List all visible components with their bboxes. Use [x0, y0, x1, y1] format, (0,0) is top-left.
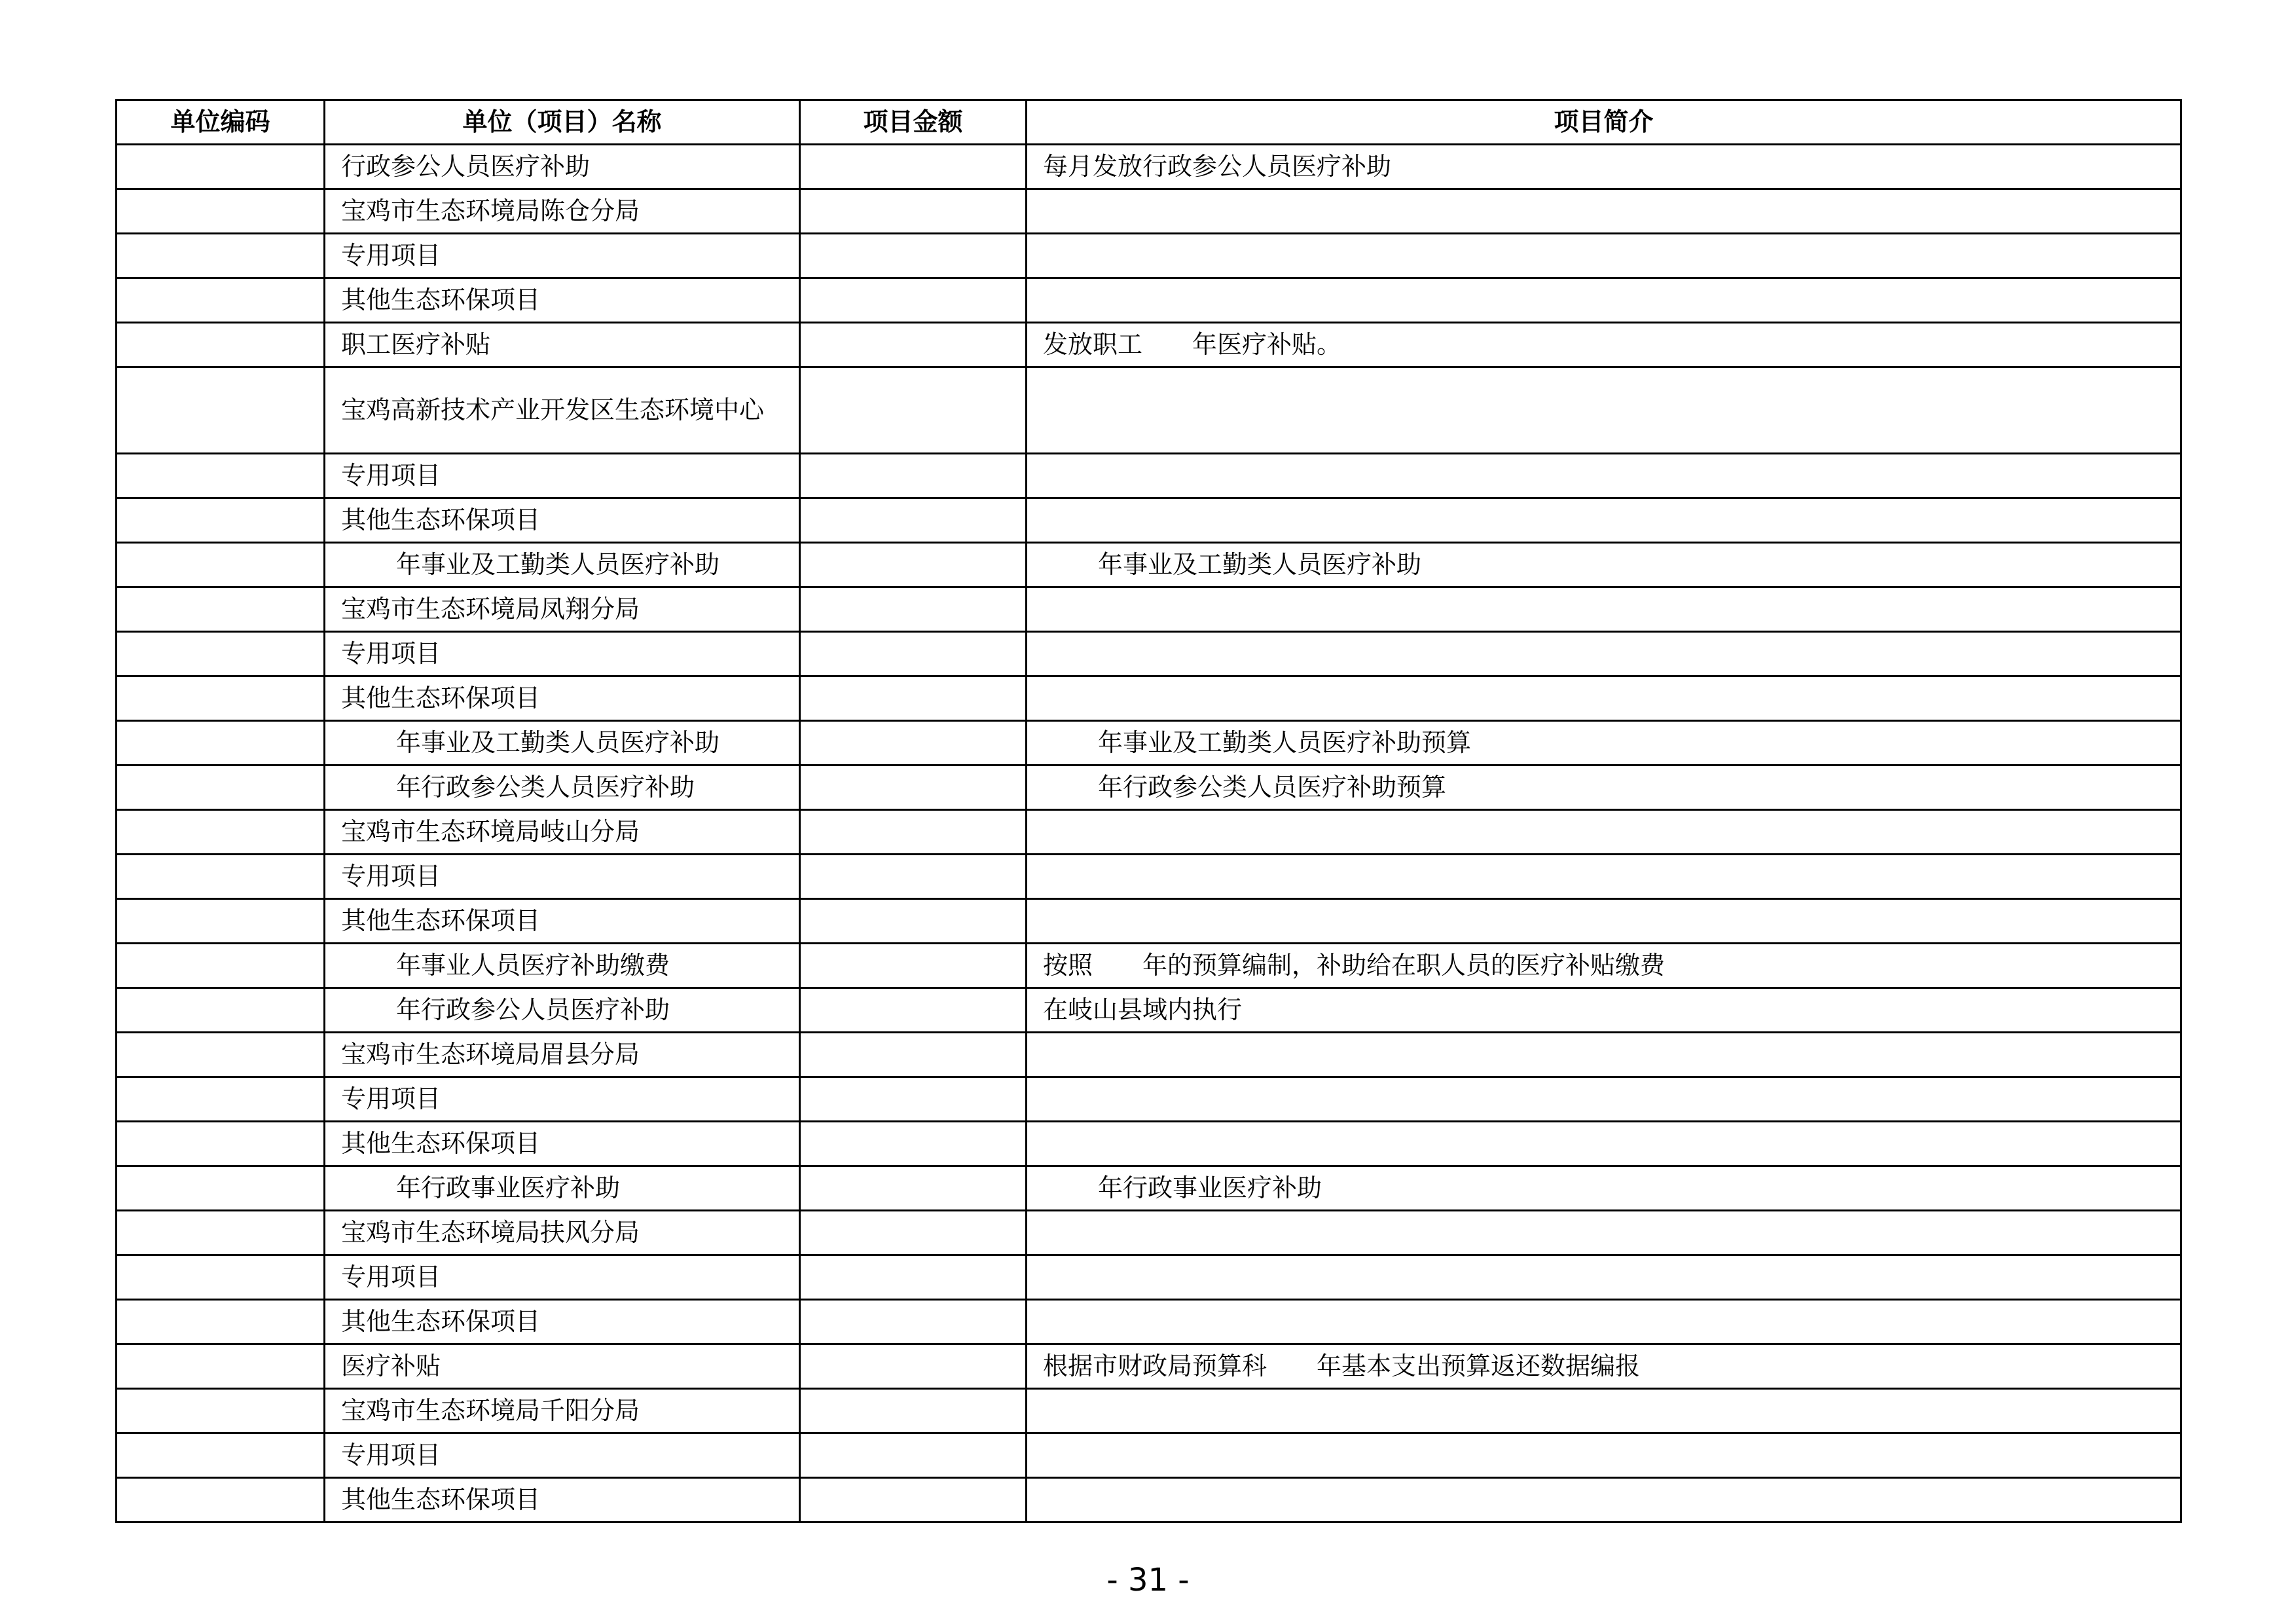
table-row — [117, 587, 2181, 632]
cell-description — [1027, 1478, 2181, 1522]
cell-unit-name: 宝鸡市生态环境局岐山分局 — [325, 810, 800, 855]
table-body — [117, 145, 2181, 1522]
header-unit-code: 单位编码 — [117, 100, 325, 145]
cell-amount — [800, 367, 1027, 454]
cell-unit-code — [117, 189, 325, 234]
table-row — [117, 944, 2181, 988]
table-row — [117, 145, 2181, 189]
cell-amount — [800, 234, 1027, 278]
cell-unit-code — [117, 367, 325, 454]
cell-unit-code — [117, 1077, 325, 1122]
cell-unit-name: 行政参公人员医疗补助 — [325, 145, 800, 189]
cell-unit-name: 其他生态环保项目 — [325, 676, 800, 721]
cell-description — [1027, 454, 2181, 498]
cell-description — [1027, 632, 2181, 676]
cell-unit-name: 专用项目 — [325, 855, 800, 899]
cell-unit-name: 宝鸡市生态环境局眉县分局 — [325, 1033, 800, 1077]
table-row — [117, 1122, 2181, 1166]
table-row — [117, 855, 2181, 899]
cell-amount — [800, 810, 1027, 855]
cell-amount — [800, 278, 1027, 323]
cell-description — [1027, 1300, 2181, 1344]
cell-unit-name: 专用项目 — [325, 234, 800, 278]
table-row — [117, 498, 2181, 543]
cell-amount — [800, 1300, 1027, 1344]
cell-unit-name: 年行政参公类人员医疗补助 — [325, 766, 800, 810]
cell-unit-name: 宝鸡市生态环境局陈仓分局 — [325, 189, 800, 234]
cell-unit-code — [117, 721, 325, 766]
cell-description — [1027, 676, 2181, 721]
table-row — [117, 1389, 2181, 1433]
cell-unit-name: 职工医疗补贴 — [325, 323, 800, 367]
cell-unit-name: 其他生态环保项目 — [325, 1478, 800, 1522]
cell-unit-code — [117, 1389, 325, 1433]
cell-unit-name: 宝鸡市生态环境局千阳分局 — [325, 1389, 800, 1433]
cell-unit-code — [117, 944, 325, 988]
table-row — [117, 234, 2181, 278]
cell-description — [1027, 587, 2181, 632]
table-row — [117, 367, 2181, 454]
cell-description: 年行政事业医疗补助 — [1027, 1166, 2181, 1211]
cell-unit-name: 其他生态环保项目 — [325, 899, 800, 944]
cell-unit-code — [117, 632, 325, 676]
table-row — [117, 632, 2181, 676]
table-row — [117, 1344, 2181, 1389]
table-row — [117, 278, 2181, 323]
cell-unit-code — [117, 988, 325, 1033]
table-row — [117, 1478, 2181, 1522]
cell-unit-name: 其他生态环保项目 — [325, 498, 800, 543]
cell-unit-code — [117, 899, 325, 944]
cell-amount — [800, 1211, 1027, 1255]
cell-amount — [800, 145, 1027, 189]
cell-amount — [800, 1033, 1027, 1077]
cell-unit-code — [117, 498, 325, 543]
cell-amount — [800, 855, 1027, 899]
cell-unit-code — [117, 766, 325, 810]
cell-unit-name: 年行政参公人员医疗补助 — [325, 988, 800, 1033]
cell-description: 在岐山县域内执行 — [1027, 988, 2181, 1033]
cell-description — [1027, 855, 2181, 899]
cell-description — [1027, 1389, 2181, 1433]
cell-unit-name: 年事业人员医疗补助缴费 — [325, 944, 800, 988]
cell-unit-name: 专用项目 — [325, 1077, 800, 1122]
cell-description — [1027, 899, 2181, 944]
table-row — [117, 189, 2181, 234]
cell-description: 每月发放行政参公人员医疗补助 — [1027, 145, 2181, 189]
page-number: - 31 - — [1106, 1562, 1190, 1598]
table-row — [117, 1077, 2181, 1122]
cell-amount — [800, 323, 1027, 367]
cell-unit-name: 年事业及工勤类人员医疗补助 — [325, 721, 800, 766]
table-row — [117, 1166, 2181, 1211]
table-row — [117, 1300, 2181, 1344]
cell-unit-code — [117, 323, 325, 367]
cell-amount — [800, 1255, 1027, 1300]
cell-amount — [800, 1166, 1027, 1211]
table-row — [117, 721, 2181, 766]
cell-description: 年行政参公类人员医疗补助预算 — [1027, 766, 2181, 810]
cell-unit-code — [117, 1344, 325, 1389]
cell-unit-code — [117, 587, 325, 632]
table-row — [117, 323, 2181, 367]
table-row — [117, 899, 2181, 944]
cell-amount — [800, 766, 1027, 810]
cell-amount — [800, 1122, 1027, 1166]
table-row — [117, 1033, 2181, 1077]
cell-description — [1027, 234, 2181, 278]
table-row — [117, 676, 2181, 721]
cell-description — [1027, 498, 2181, 543]
cell-unit-name: 专用项目 — [325, 454, 800, 498]
cell-unit-name: 宝鸡市生态环境局扶风分局 — [325, 1211, 800, 1255]
cell-unit-name: 其他生态环保项目 — [325, 1300, 800, 1344]
cell-description — [1027, 1122, 2181, 1166]
table-row — [117, 1255, 2181, 1300]
cell-unit-name: 宝鸡高新技术产业开发区生态环境中心 — [325, 367, 800, 454]
cell-unit-name: 其他生态环保项目 — [325, 1122, 800, 1166]
cell-unit-code — [117, 1211, 325, 1255]
cell-amount — [800, 1344, 1027, 1389]
cell-description — [1027, 1211, 2181, 1255]
cell-description — [1027, 810, 2181, 855]
header-description: 项目简介 — [1027, 100, 2181, 145]
cell-unit-code — [117, 1478, 325, 1522]
table-header-row — [117, 100, 2181, 145]
cell-description — [1027, 367, 2181, 454]
cell-unit-name: 年行政事业医疗补助 — [325, 1166, 800, 1211]
cell-description: 发放职工 年医疗补贴。 — [1027, 323, 2181, 367]
cell-amount — [800, 944, 1027, 988]
cell-amount — [800, 543, 1027, 587]
cell-amount — [800, 676, 1027, 721]
table-row — [117, 810, 2181, 855]
table-row — [117, 988, 2181, 1033]
project-table — [115, 99, 2182, 1523]
cell-unit-name: 其他生态环保项目 — [325, 278, 800, 323]
cell-amount — [800, 498, 1027, 543]
cell-description — [1027, 278, 2181, 323]
cell-unit-code — [117, 1255, 325, 1300]
table-row — [117, 543, 2181, 587]
cell-unit-code — [117, 810, 325, 855]
cell-unit-name: 宝鸡市生态环境局凤翔分局 — [325, 587, 800, 632]
cell-unit-code — [117, 454, 325, 498]
header-unit-name: 单位（项目）名称 — [325, 100, 800, 145]
cell-description — [1027, 1077, 2181, 1122]
cell-unit-code — [117, 1122, 325, 1166]
cell-unit-code — [117, 278, 325, 323]
cell-unit-name: 专用项目 — [325, 1255, 800, 1300]
cell-unit-code — [117, 1300, 325, 1344]
cell-amount — [800, 1478, 1027, 1522]
cell-amount — [800, 189, 1027, 234]
cell-unit-code — [117, 234, 325, 278]
cell-amount — [800, 1433, 1027, 1478]
cell-description: 年事业及工勤类人员医疗补助 — [1027, 543, 2181, 587]
cell-unit-code — [117, 855, 325, 899]
cell-unit-code — [117, 543, 325, 587]
cell-description — [1027, 189, 2181, 234]
cell-unit-name: 年事业及工勤类人员医疗补助 — [325, 543, 800, 587]
cell-description — [1027, 1433, 2181, 1478]
cell-unit-code — [117, 676, 325, 721]
cell-unit-code — [117, 1166, 325, 1211]
cell-amount — [800, 632, 1027, 676]
cell-unit-name: 医疗补贴 — [325, 1344, 800, 1389]
cell-amount — [800, 1389, 1027, 1433]
cell-description — [1027, 1255, 2181, 1300]
cell-unit-name: 专用项目 — [325, 1433, 800, 1478]
cell-description: 按照 年的预算编制，补助给在职人员的医疗补贴缴费 — [1027, 944, 2181, 988]
cell-description: 根据市财政局预算科 年基本支出预算返还数据编报 — [1027, 1344, 2181, 1389]
cell-description — [1027, 1033, 2181, 1077]
cell-unit-code — [117, 1033, 325, 1077]
cell-unit-name: 专用项目 — [325, 632, 800, 676]
header-amount: 项目金额 — [800, 100, 1027, 145]
cell-amount — [800, 988, 1027, 1033]
table-row — [117, 766, 2181, 810]
table-row — [117, 1433, 2181, 1478]
table-row — [117, 454, 2181, 498]
cell-amount — [800, 721, 1027, 766]
cell-unit-code — [117, 145, 325, 189]
cell-amount — [800, 1077, 1027, 1122]
cell-amount — [800, 587, 1027, 632]
table-row — [117, 1211, 2181, 1255]
cell-unit-code — [117, 1433, 325, 1478]
cell-amount — [800, 454, 1027, 498]
cell-description: 年事业及工勤类人员医疗补助预算 — [1027, 721, 2181, 766]
cell-amount — [800, 899, 1027, 944]
